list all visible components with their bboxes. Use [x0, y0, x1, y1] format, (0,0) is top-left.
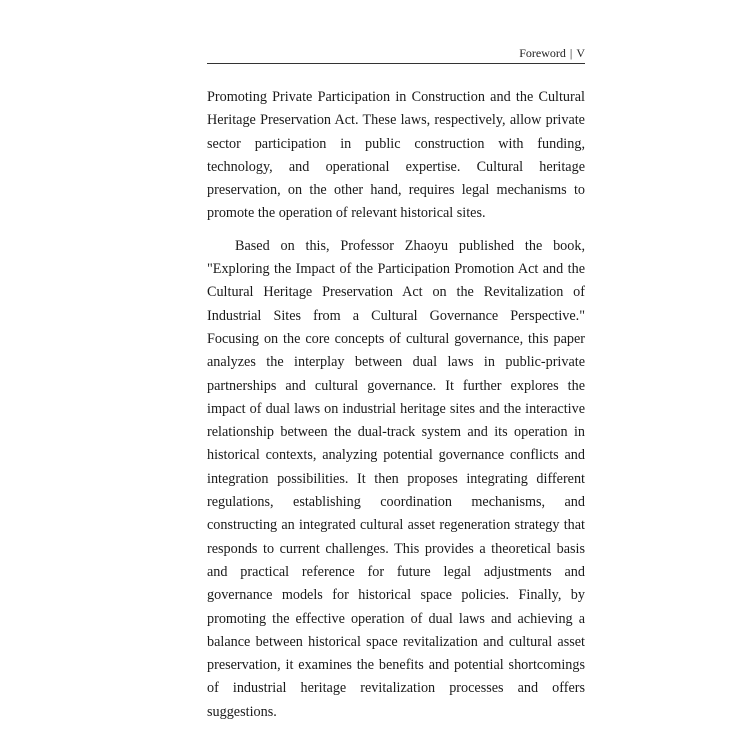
paragraph-continuation: Promoting Private Participation in Construction and the Cultural Heritage Preservation Act. These laws, respectively, allow private sector participation in public construction with funding, technology, and operational expertise. Cultural heritage preservation, on the other hand, requires legal mechanisms to promote the operation of relevant historical sites. — [207, 89, 585, 222]
header-rule — [207, 63, 585, 64]
book-page — [207, 0, 585, 750]
running-head — [519, 46, 585, 60]
paragraph-book-summary: Based on this, Professor Zhaoyu published the book, "Exploring the Impact of the Participation Promotion Act and the Cultural Heritage Preservation Act on the Revitalization of Industrial Sites from a Cultural Governance Perspective." Focusing on the core concepts of cultural governance, this paper analyzes the interplay between dual laws in public-private partnerships and cultural governance. It further explores the impact of dual laws on industrial heritage sites and the interactive relationship between the dual-track system and its operation in historical contexts, analyzing potential governance conflicts and integration possibilities. It then proposes integrating different regulations, establishing coordination mechanisms, and constructing an integrated cultural asset regeneration strategy that responds to current challenges. This provides a theoretical basis and practical reference for future legal adjustments and governance models for historical space policies. Finally, by promoting the effective operation of dual laws and achieving a balance between historical space revitalization and cultural asset preservation, it examines the benefits and potential shortcomings of industrial heritage revitalization processes and offers suggestions. — [207, 237, 585, 720]
running-head-section: Foreword — [519, 46, 566, 60]
running-head-separator: | — [569, 46, 573, 60]
page-number: V — [576, 46, 585, 60]
body-text — [207, 86, 585, 733]
